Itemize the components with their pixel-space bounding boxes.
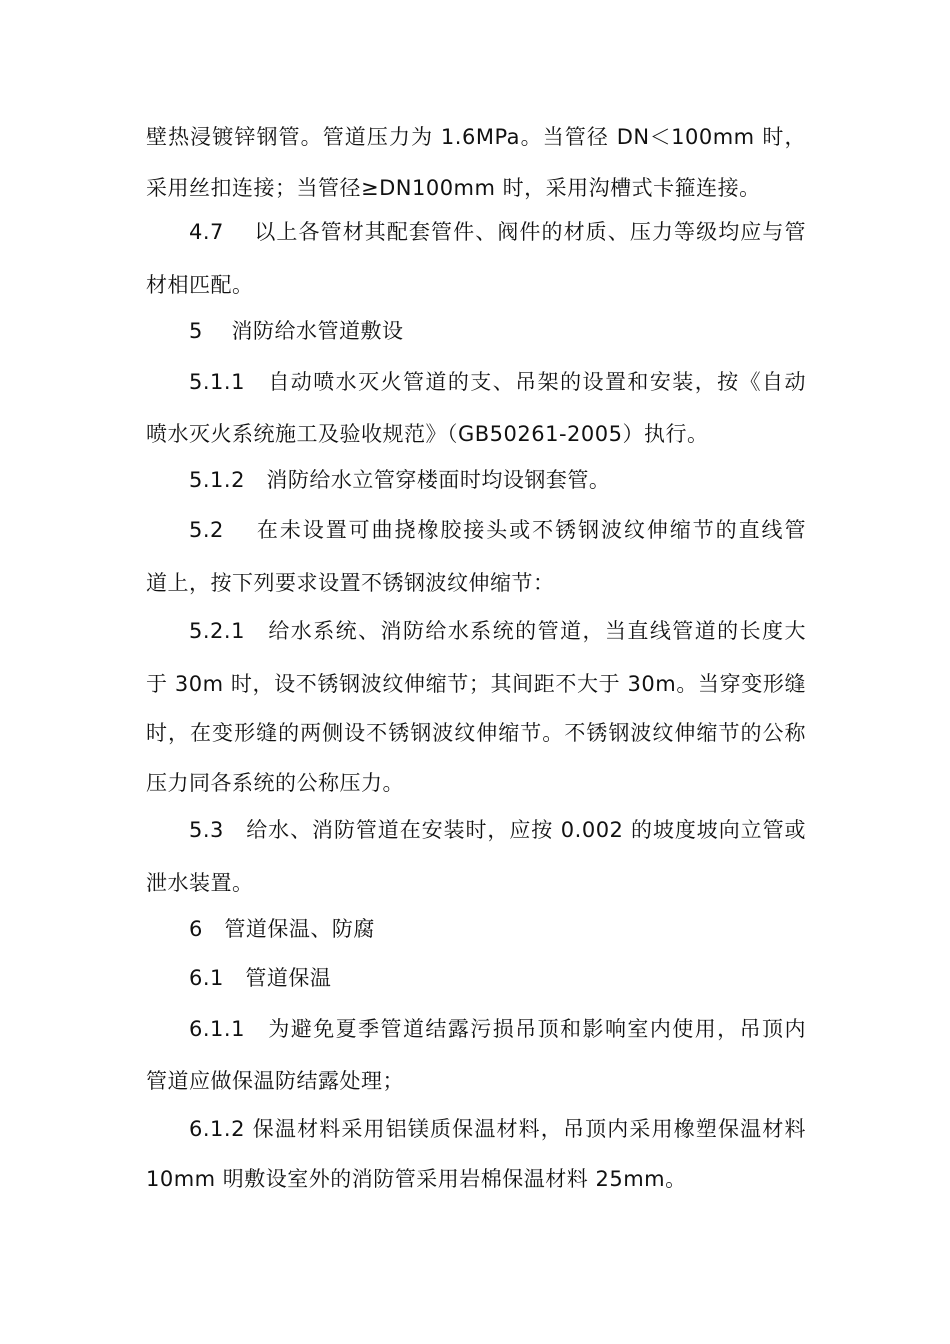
- clause-5-1-1-line-1: 5.1.1 自动喷水灭火管道的支、吊架的设置和安装，按《自动: [189, 370, 806, 394]
- clause-6-1-2-line-1: 6.1.2 保温材料采用铝镁质保温材料，吊顶内采用橡塑保温材料: [189, 1117, 806, 1141]
- section-6-heading: 6 管道保温、防腐: [189, 917, 375, 941]
- paragraph-line-1: 壁热浸镀锌钢管。管道压力为 1.6MPa。当管径 DN＜100mm 时，: [146, 125, 806, 149]
- clause-5-2-1-line-1: 5.2.1 给水系统、消防给水系统的管道，当直线管道的长度大: [189, 619, 806, 643]
- clause-5-2-1-line-2: 于 30m 时，设不锈钢波纹伸缩节；其间距不大于 30m。当穿变形缝: [146, 672, 806, 696]
- clause-5-1-2: 5.1.2 消防给水立管穿楼面时均设钢套管。: [189, 468, 611, 492]
- clause-6-1-1-line-2: 管道应做保温防结露处理；: [146, 1069, 404, 1093]
- clause-4-7-line-1: 4.7 以上各管材其配套管件、阀件的材质、压力等级均应与管: [189, 220, 806, 244]
- clause-5-2-line-1: 5.2 在未设置可曲挠橡胶接头或不锈钢波纹伸缩节的直线管: [189, 518, 806, 542]
- clause-6-1-1-line-1: 6.1.1 为避免夏季管道结露污损吊顶和影响室内使用，吊顶内: [189, 1017, 806, 1041]
- clause-5-2-1-line-3: 时，在变形缝的两侧设不锈钢波纹伸缩节。不锈钢波纹伸缩节的公称: [146, 721, 806, 745]
- section-5-heading: 5 消防给水管道敷设: [189, 319, 404, 343]
- clause-6-1-2-line-2: 10mm 明敷设室外的消防管采用岩棉保温材料 25mm。: [146, 1167, 687, 1191]
- section-6-1-heading: 6.1 管道保温: [189, 966, 332, 990]
- paragraph-line-2: 采用丝扣连接；当管径≥DN100mm 时，采用沟槽式卡箍连接。: [146, 176, 761, 200]
- clause-5-3-line-2: 泄水装置。: [146, 871, 254, 895]
- clause-4-7-line-2: 材相匹配。: [146, 273, 254, 297]
- clause-5-2-1-line-4: 压力同各系统的公称压力。: [146, 771, 404, 795]
- clause-5-3-line-1: 5.3 给水、消防管道在安装时，应按 0.002 的坡度坡向立管或: [189, 818, 806, 842]
- clause-5-2-line-2: 道上，按下列要求设置不锈钢波纹伸缩节：: [146, 571, 555, 595]
- clause-5-1-1-line-2: 喷水灭火系统施工及验收规范》（GB50261-2005）执行。: [146, 422, 709, 446]
